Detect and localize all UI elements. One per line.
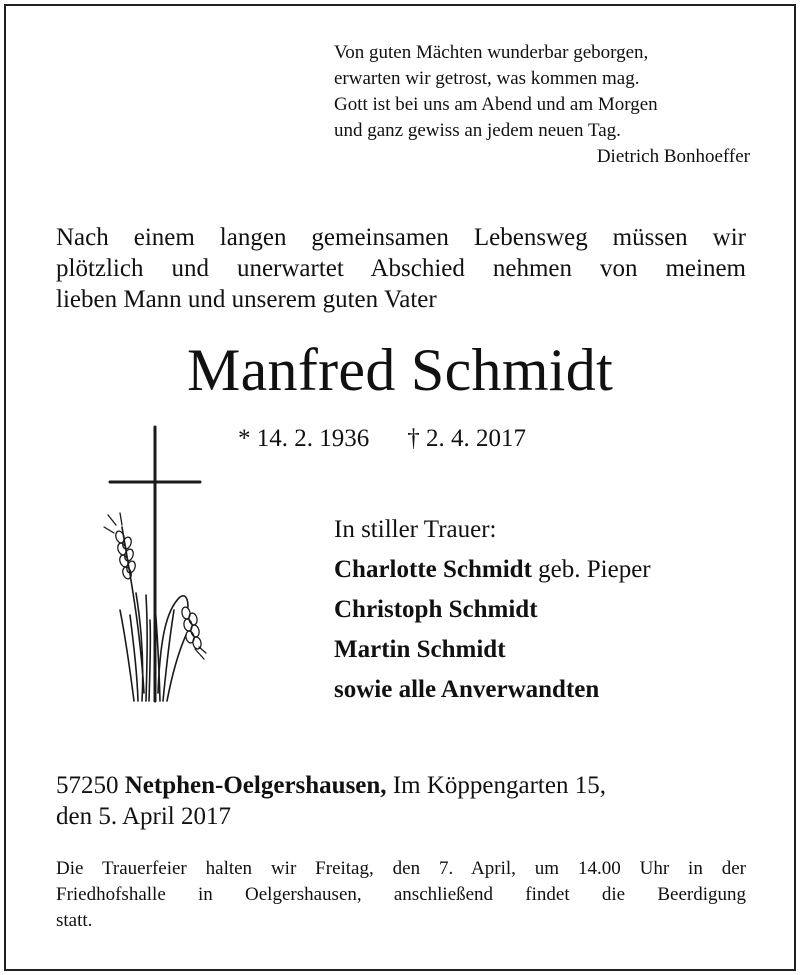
mourner-entry	[334, 630, 651, 670]
funeral-notice	[56, 856, 746, 934]
mourner-entry	[334, 670, 651, 710]
notice-line: Friedhofshalle in Oelgershausen, anschließend findet die Beerdigung	[56, 884, 746, 905]
address-line	[56, 770, 606, 801]
mourner-name: Christoph Schmidt	[334, 596, 538, 623]
notice-line: Die Trauerfeier halten wir Freitag, den 7. April, um 14.00 Uhr in der	[56, 858, 746, 879]
poem-author: Dietrich Bonhoeffer	[596, 146, 750, 167]
bonhoeffer-poem	[334, 40, 754, 170]
mourners-block	[334, 510, 651, 710]
notice-line: statt.	[56, 910, 93, 931]
date-line: den 5. April 2017	[56, 803, 231, 830]
mourner-suffix: geb. Pieper	[531, 556, 651, 583]
mourner-entry	[334, 550, 651, 590]
intro-line: plötzlich und unerwartet Abschied nehmen von meinem	[56, 255, 746, 282]
deceased-name: Manfred Schmidt	[186, 337, 614, 403]
poem-line: Gott ist bei uns am Abend und am Morgen	[334, 94, 658, 115]
mourner-name: Martin Schmidt	[334, 636, 506, 663]
town: Netphen-Oelgershausen,	[124, 772, 387, 799]
mourners-heading: In stiller Trauer:	[334, 516, 497, 543]
cross-with-wheat-icon	[100, 425, 210, 705]
life-dates	[238, 423, 526, 455]
intro-line: lieben Mann und unserem guten Vater	[56, 286, 437, 313]
postcode: 57250	[56, 772, 119, 799]
intro-text	[56, 222, 746, 315]
mourner-entry	[334, 590, 651, 630]
mourner-name: Charlotte Schmidt	[334, 556, 532, 583]
intro-line: Nach einem langen gemeinsamen Lebensweg müssen wir	[56, 224, 746, 251]
death-date: † 2. 4. 2017	[407, 425, 526, 452]
address-block	[56, 770, 606, 832]
birth-date: * 14. 2. 1936	[238, 425, 370, 452]
poem-line: erwarten wir getrost, was kommen mag.	[334, 68, 640, 89]
mourner-name: sowie alle Anverwandten	[334, 676, 600, 703]
street: Im Köppengarten 15,	[392, 772, 606, 799]
poem-line: Von guten Mächten wunderbar geborgen,	[334, 42, 649, 63]
poem-line: und ganz gewiss an jedem neuen Tag.	[334, 120, 621, 141]
